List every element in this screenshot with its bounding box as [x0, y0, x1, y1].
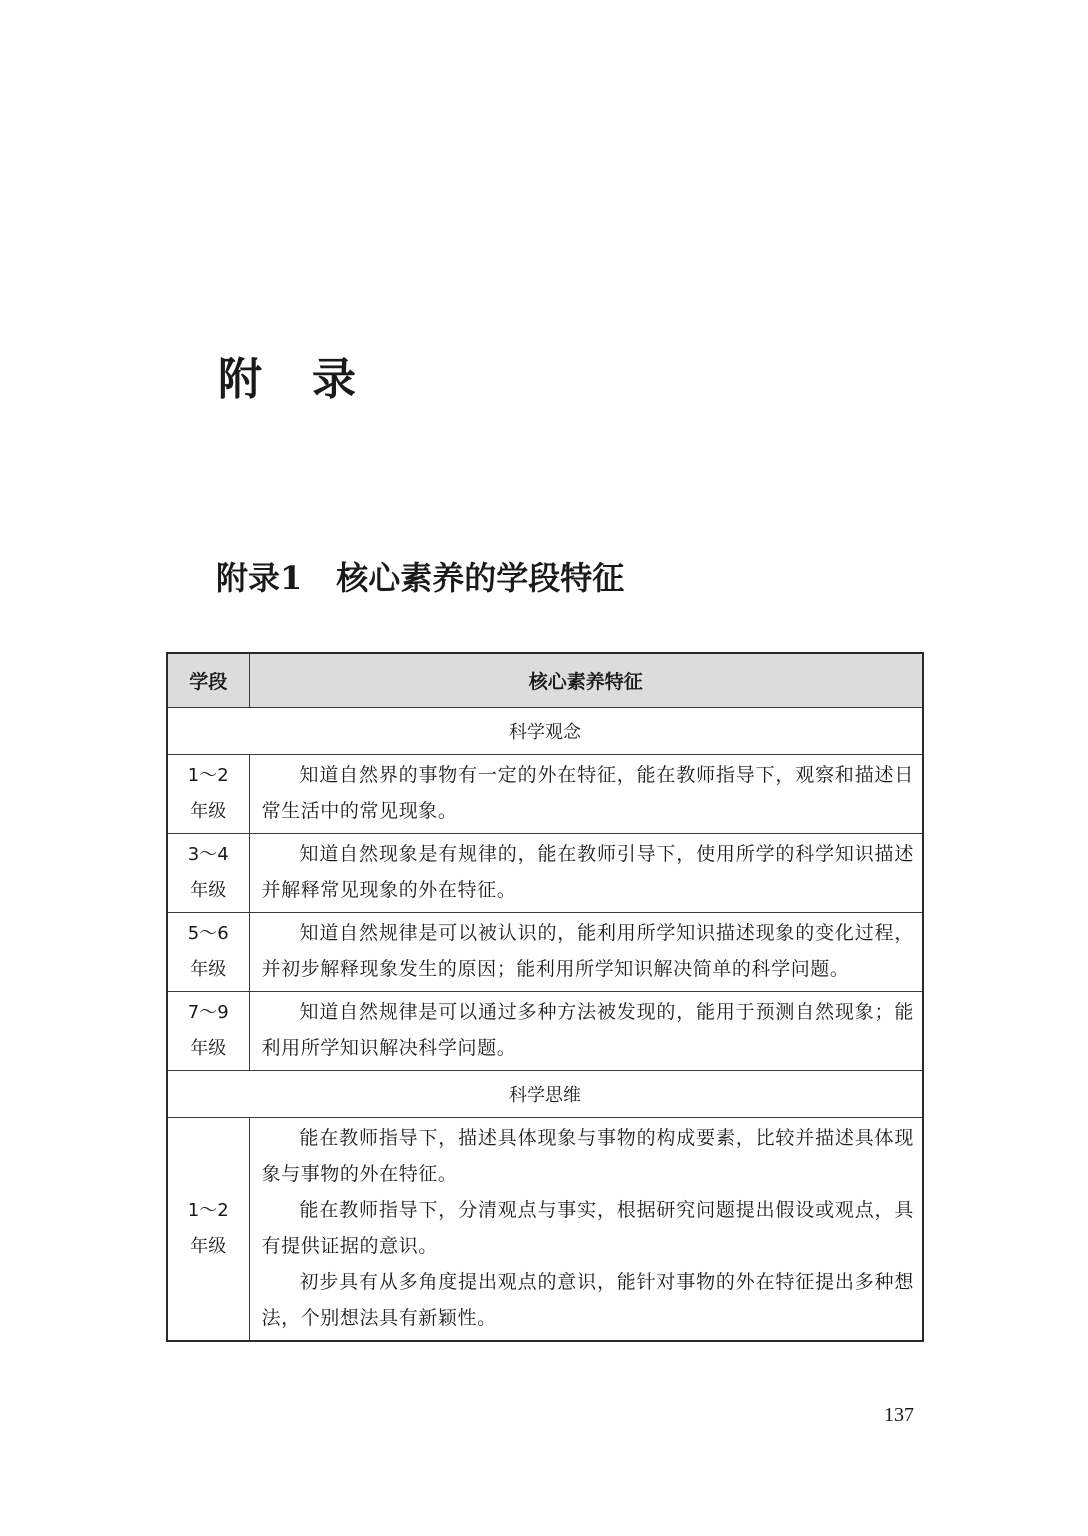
header-features: 核心素养特征: [249, 653, 923, 707]
table-row: [167, 912, 923, 991]
stage-cell: [167, 991, 249, 1070]
category-label: 科学思维: [167, 1070, 923, 1117]
stage-unit: 年级: [190, 879, 227, 901]
feature-cell: [249, 912, 923, 991]
appendix-title: [218, 352, 356, 408]
table-row: [167, 991, 923, 1070]
stage-range: 1～2: [187, 1199, 229, 1221]
section-title-prefix: 附录: [216, 559, 281, 597]
category-label: 科学观念: [167, 707, 923, 754]
category-row: [167, 707, 923, 754]
stage-range: 3～4: [187, 843, 229, 865]
table-row: [167, 833, 923, 912]
feature-paragraph: 知道自然现象是有规律的，能在教师引导下，使用所学的科学知识描述并解释常见现象的外在特征。: [261, 842, 914, 901]
feature-paragraph: 知道自然规律是可以被认识的，能利用所学知识描述现象的变化过程，并初步解释现象发生的原因；能利用所学知识解决简单的科学问题。: [261, 921, 914, 980]
stage-cell: [167, 1117, 249, 1341]
stage-unit: 年级: [190, 1037, 227, 1059]
table-header-row: [167, 653, 923, 707]
table-row: [167, 754, 923, 833]
feature-cell: [249, 991, 923, 1070]
stage-unit: 年级: [190, 1235, 227, 1257]
feature-paragraph: 知道自然界的事物有一定的外在特征，能在教师指导下，观察和描述日常生活中的常见现象。: [261, 763, 914, 822]
feature-paragraph: 能在教师指导下，分清观点与事实，根据研究问题提出假设或观点，具有提供证据的意识。: [261, 1198, 914, 1257]
stage-unit: 年级: [190, 800, 227, 822]
stage-unit: 年级: [190, 958, 227, 980]
appendix-title-char-2: 录: [312, 354, 356, 405]
category-row: [167, 1070, 923, 1117]
section-title: [216, 556, 624, 600]
header-stage: 学段: [167, 653, 249, 707]
table-row: [167, 1117, 923, 1341]
feature-cell: [249, 1117, 923, 1341]
stage-range: 5～6: [187, 922, 229, 944]
appendix-title-char-1: 附: [218, 354, 262, 405]
feature-cell: [249, 754, 923, 833]
stage-cell: [167, 833, 249, 912]
page-number: 137: [884, 1404, 914, 1426]
section-title-number: 1: [280, 559, 303, 597]
feature-paragraph: 能在教师指导下，描述具体现象与事物的构成要素，比较并描述具体现象与事物的外在特征。: [261, 1126, 914, 1185]
feature-cell: [249, 833, 923, 912]
stage-range: 1～2: [187, 764, 229, 786]
stage-cell: [167, 754, 249, 833]
stage-range: 7～9: [187, 1001, 229, 1023]
feature-paragraph: 初步具有从多角度提出观点的意识，能针对事物的外在特征提出多种想法，个别想法具有新颖性。: [261, 1270, 914, 1329]
core-competency-table: [166, 652, 924, 1342]
feature-paragraph: 知道自然规律是可以通过多种方法被发现的，能用于预测自然现象；能利用所学知识解决科学问题。: [261, 1000, 914, 1059]
stage-cell: [167, 912, 249, 991]
section-title-text: 核心素养的学段特征: [336, 559, 625, 597]
